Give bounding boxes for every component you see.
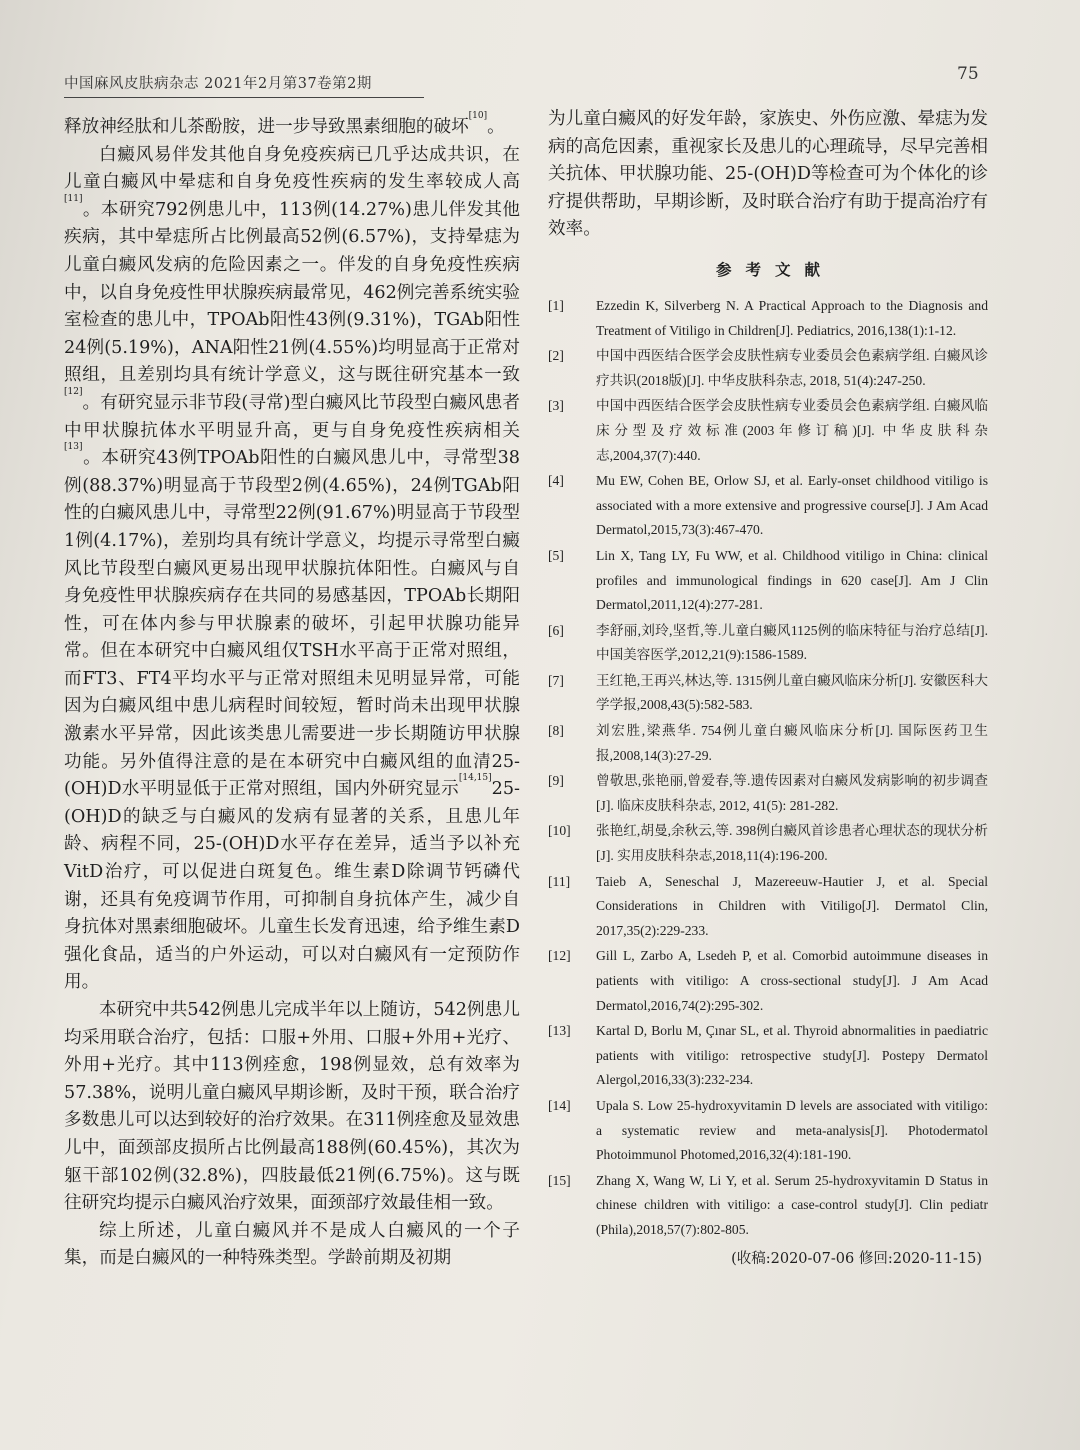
- citation-mark: [11]: [64, 193, 83, 204]
- reference-text: 中国中西医结合医学会皮肤性病专业委员会色素病学组. 白癜风诊疗共识(2018版)[J]. 中华皮肤科杂志, 2018, 51(4):247-250.: [596, 348, 988, 388]
- reference-item: [548, 1169, 988, 1243]
- reference-number: [12]: [548, 948, 571, 964]
- reference-number: [3]: [548, 398, 564, 414]
- page-number: 75: [957, 64, 979, 84]
- reference-number: [8]: [548, 723, 564, 739]
- paragraph-text: 本研究中共542例患儿完成半年以上随访，542例患儿均采用联合治疗，包括：口服+外用、口服+外用+光疗、外用+光疗。其中113例痊愈，198例显效，总有效率为57.38%，说明儿童白癜风早期诊断，及时干预，联合治疗多数患儿可以达到较好的治疗效果。在311例痊愈及显效患儿中，面颈部皮损所占比例最高188例(60.45%)，其次为躯干部102例(32.8%)，四肢最低21例(6.75%)。这与既往研究均提示白癜风治疗效果，面颈部疗效最佳相一致。: [64, 1000, 520, 1214]
- reference-number: [1]: [548, 297, 564, 313]
- reference-text: Zhang X, Wang W, Li Y, et al. Serum 25-hydroxyvitamin D Status in chinese children with vitiligo: a case-control study[J]. Clin pediatr (Phila),2018,57(7):802-805.: [596, 1172, 988, 1237]
- conclusion-continuation: 为儿童白癜风的好发年龄，家族史、外伤应激、晕痣为发病的高危因素，重视家长及患儿的心理疏导，尽早完善相关抗体、甲状腺功能、25-(OH)D等检查可为个体化的诊疗提供帮助，早期诊断，及时联合治疗有助于提高治疗有效率。: [548, 109, 988, 240]
- reference-item: [548, 544, 988, 618]
- reference-item: [548, 1094, 988, 1168]
- reference-text: Kartal D, Borlu M, Çınar SL, et al. Thyroid abnormalities in paediatric patients with vitiligo: retrospective study[J]. Postepy Dermatol Alergol,2016,33(3):232-234.: [596, 1023, 988, 1088]
- reference-item: [548, 669, 988, 718]
- reference-item: [548, 469, 988, 543]
- body-paragraph: [64, 997, 520, 1218]
- reference-number: [13]: [548, 1023, 571, 1039]
- left-column: [64, 111, 520, 1273]
- citation-mark: [10]: [468, 111, 488, 121]
- right-column: [548, 106, 988, 1268]
- reference-item: [548, 619, 988, 668]
- paragraph-text: 25-(OH)D的缺乏与白癜风的发病有显著的关系，且患儿年龄、病程不同，25-(OH)D水平存在差异，适当予以补充VitD治疗，可以促进白斑复色。维生素D除调节钙磷代谢，还具有免疫调节作用，可抑制自身抗体产生，减少自身抗体对黑素细胞破坏。儿童生长发育迅速，给予维生素D强化食品，适当的户外运动，可以对白癜风有一定预防作用。: [64, 779, 520, 993]
- reference-text: 张艳红,胡曼,余秋云,等. 398例白癜风首诊患者心理状态的现状分析[J]. 实用皮肤科杂志,2018,11(4):196-200.: [596, 823, 988, 864]
- paragraph-text: 白癜风易伴发其他自身免疫疾病已几乎达成共识，在儿童白癜风中晕痣和自身免疫性疾病的发生率较成人高: [64, 144, 520, 193]
- paragraph-text: 释放神经肽和儿茶酚胺，进一步导致黑素细胞的破坏: [64, 117, 469, 137]
- body-paragraph: [64, 1218, 520, 1273]
- reference-text: 中国中西医结合医学会皮肤性病专业委员会色素病学组. 白癜风临床分型及疗效标准(2003年修订稿)[J]. 中华皮肤科杂志,2004,37(7):440.: [596, 398, 988, 463]
- reference-text: Upala S. Low 25-hydroxyvitamin D levels are associated with vitiligo: a systematic review and meta-analysis[J]. Photodermatol Photoimmunol Photomed,2016,32(4):181-190.: [596, 1097, 988, 1163]
- reference-text: Taieb A, Seneschal J, Mazereeuw-Hautier J, et al. Special Considerations in Children with Vitiligo[J]. Dermatol Clin, 2017,35(2):229-233.: [596, 873, 988, 938]
- paragraph-text: 综上所述，儿童白癜风并不是成人白癜风的一个子集，而是白癜风的一种特殊类型。学龄前期及初期: [64, 1220, 520, 1269]
- references-heading: 参考文献: [715, 259, 834, 279]
- paragraph-text: 。有研究显示非节段(寻常)型白癜风比节段型白癜风患者中甲状腺抗体水平明显升高，更与自身免疫性疾病相关: [64, 392, 520, 441]
- reference-text: 王红艳,王再兴,林达,等. 1315例儿童白癜风临床分析[J]. 安徽医科大学学报,2008,43(5):582-583.: [596, 672, 988, 713]
- reference-text: Ezzedin K, Silverberg N. A Practical Approach to the Diagnosis and Treatment of Vitiligo in Children[J]. Pediatrics, 2016,138(1):1-12.: [596, 297, 988, 338]
- reference-number: [10]: [548, 823, 571, 839]
- reference-number: [7]: [548, 672, 564, 688]
- reference-number: [6]: [548, 622, 564, 638]
- reference-item: [548, 944, 988, 1018]
- reference-number: [2]: [548, 348, 564, 364]
- reference-item: [548, 1019, 988, 1093]
- body-paragraph: [64, 142, 520, 997]
- reference-text: Gill L, Zarbo A, Lsedeh P, et al. Comorbid autoimmune diseases in patients with vitiligo: A cross-sectional study[J]. J Am Acad Dermatol,2016,74(2):295-302.: [596, 948, 988, 1013]
- reference-item: [548, 769, 988, 818]
- reference-text: Mu EW, Cohen BE, Orlow SJ, et al. Early-onset childhood vitiligo is associated with a more extensive and progressive course[J]. J Am Acad Dermatol,2015,73(3):467-470.: [596, 473, 988, 538]
- reference-item: [548, 394, 988, 468]
- reference-text: Lin X, Tang LY, Fu WW, et al. Childhood vitiligo in China: clinical profiles and immunological findings in 620 case[J]. Am J Clin Dermatol,2011,12(4):277-281.: [596, 547, 988, 613]
- received-date: (收稿:2020-07-06 修回:2020-11-15): [731, 1250, 982, 1267]
- reference-item: [548, 870, 988, 944]
- reference-item: [548, 344, 988, 393]
- running-header: 中国麻风皮肤病杂志 2021年2月第37卷第2期: [64, 72, 424, 98]
- reference-item: [548, 819, 988, 868]
- reference-number: [11]: [548, 873, 571, 889]
- reference-number: [5]: [548, 547, 564, 563]
- reference-text: 曾敬思,张艳丽,曾爱春,等.遗传因素对白癜风发病影响的初步调查[J]. 临床皮肤科杂志, 2012, 41(5): 281-282.: [596, 773, 988, 813]
- body-paragraph: [64, 111, 520, 142]
- reference-number: [9]: [548, 773, 564, 789]
- paragraph-text: 。: [487, 117, 505, 137]
- reference-item: [548, 719, 988, 768]
- reference-number: [14]: [548, 1097, 571, 1113]
- reference-number: [15]: [548, 1172, 571, 1188]
- paragraph-text: 。本研究43例TPOAb阳性的白癜风患儿中，寻常型38例(88.37%)明显高于节段型2例(4.65%)，24例TGAb阳性的白癜风患儿中，寻常型22例(91.67%)明显高于节段型1例(4.17%)，差别均具有统计学意义，均提示寻常型白癜风比节段型白癜风更易出现甲状腺抗体阳性。白癜风与自身免疫性甲状腺疾病存在共同的易感基因，TPOAb长期阳性，可在体内参与甲状腺素的破坏，引起甲状腺功能异常。但在本研究中白癜风组仅TSH水平高于正常对照组，而FT3、FT4平均水平与正常对照组未见明显异常，可能因为白癜风组中患儿病程时间较短，暂时尚未出现甲状腺激素水平异常，因此该类患儿需要进一步长期随访甲状腺功能。另外值得注意的是在本研究中白癜风组的血清25-(OH)D水平明显低于正常对照组，国内外研究显示: [64, 448, 520, 800]
- reference-text: 李舒丽,刘玲,坚哲,等.儿童白癜风1125例的临床特征与治疗总结[J]. 中国美容医学,2012,21(9):1586-1589.: [596, 622, 988, 663]
- paragraph-text: 。本研究792例患儿中，113例(14.27%)患儿伴发其他疾病，其中晕痣所占比例最高52例(6.57%)，支持晕痣为儿童白癜风发病的危险因素之一。伴发的自身免疫性疾病中，以自身免疫性甲状腺疾病最常见，462例完善系统实验室检查的患儿中，TPOAb阳性43例(9.31%)，TGAb阳性24例(5.19%)，ANA阳性21例(4.55%)均明显高于正常对照组，且差别均具有统计学意义，这与既往研究基本一致: [64, 199, 520, 386]
- reference-item: [548, 294, 988, 343]
- reference-list: [548, 294, 988, 1243]
- citation-mark: [14,15]: [458, 773, 492, 784]
- citation-mark: [12]: [64, 386, 83, 397]
- reference-number: [4]: [548, 473, 564, 489]
- citation-mark: [13]: [64, 442, 83, 453]
- reference-text: 刘宏胜,梁燕华. 754例儿童白癜风临床分析[J]. 国际医药卫生报,2008,14(3):27-29.: [596, 723, 988, 763]
